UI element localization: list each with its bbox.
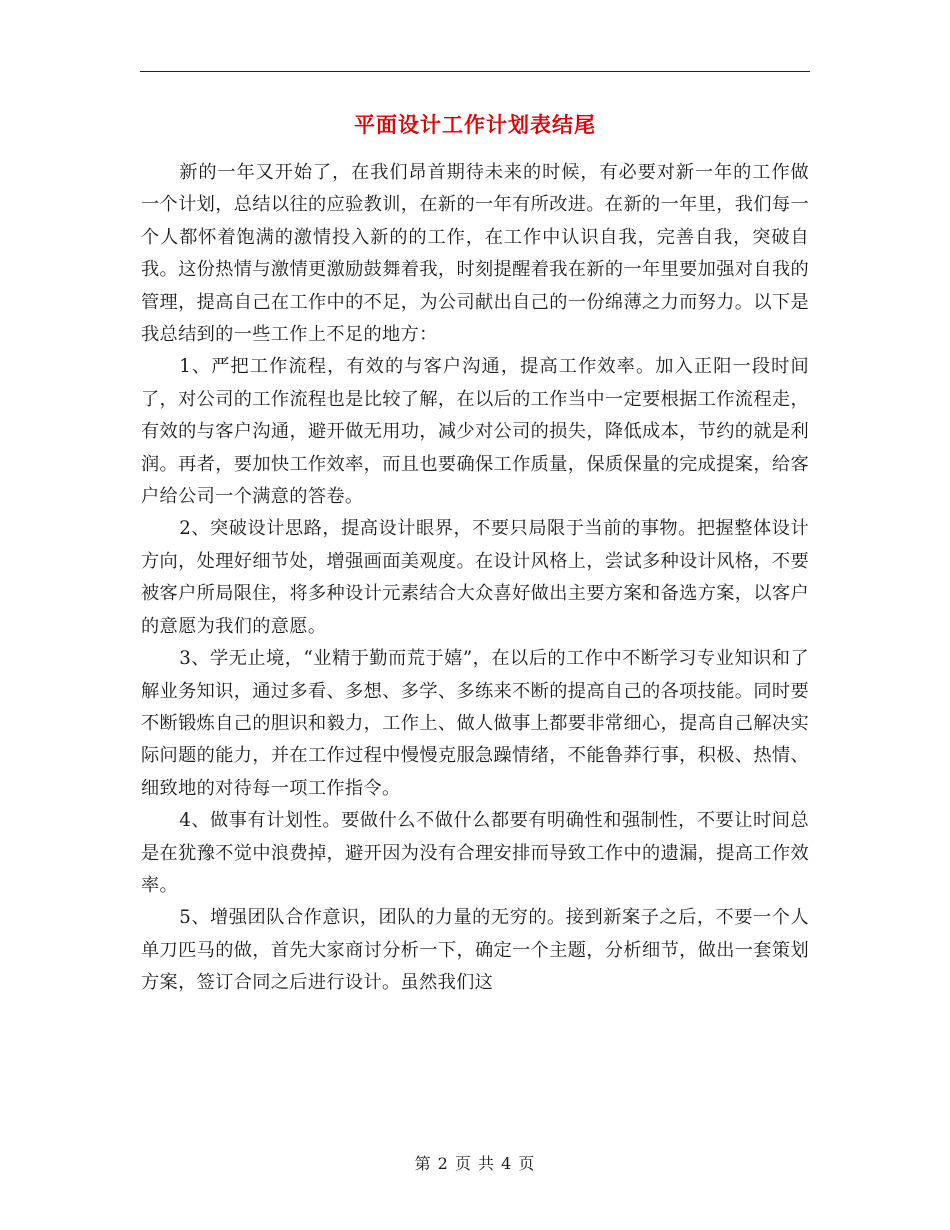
header-rule — [140, 71, 810, 72]
paragraph-item-4: 4、做事有计划性。要做什么不做什么都要有明确性和强制性，不要让时间总是在犹豫不觉中浪费掉，避开因为没有合理安排而导致工作中的遗漏，提高工作效率。 — [141, 810, 809, 896]
document-body — [141, 157, 809, 1000]
paragraph-item-5: 5、增强团队合作意识，团队的力量的无穷的。接到新案子之后，不要一个人单刀匹马的做，首先大家商讨分析一下，确定一个主题，分析细节，做出一套策划方案，签订合同之后进行设计。虽然我们这 — [141, 907, 809, 994]
paragraph-item-2: 2、突破设计思路，提高设计眼界，不要只局限于当前的事物。把握整体设计方向，处理好细节处，增强画面美观度。在设计风格上，尝试多种设计风格，不要被客户所局限住，将多种设计元素结合大众喜好做出主要方案和备选方案，以客户的意愿为我们的意愿。 — [141, 518, 809, 637]
paragraph-intro: 新的一年又开始了，在我们昂首期待未来的时候，有必要对新一年的工作做一个计划，总结以往的应验教训，在新的一年有所改进。在新的一年里，我们每一个人都怀着饱满的激情投入新的的工作，在工作中认识自我，完善自我，突破自我。这份热情与激情更激励鼓舞着我，时刻提醒着我在新的一年里要加强对自我的管理，提高自己在工作中的不足，为公司献出自己的一份绵薄之力而努力。以下是我总结到的一些工作上不足的地方： — [141, 162, 809, 346]
paragraph-item-1: 1、严把工作流程，有效的与客户沟通，提高工作效率。加入正阳一段时间了，对公司的工作流程也是比较了解，在以后的工作当中一定要根据工作流程走，有效的与客户沟通，避开做无用功，减少对公司的损失，降低成本，节约的就是利润。再者，要加快工作效率，而且也要确保工作质量，保质保量的完成提案，给客户给公司一个满意的答卷。 — [141, 356, 809, 508]
page-number-footer: 第 2 页 共 4 页 — [414, 1154, 536, 1173]
paragraph-item-3: 3、学无止境，“业精于勤而荒于嬉”，在以后的工作中不断学习专业知识和了解业务知识，通过多看、多想、多学、多练来不断的提高自己的各项技能。同时要不断锻炼自己的胆识和毅力，工作上、做人做事上都要非常细心，提高自己解决实际问题的能力，并在工作过程中慢慢克服急躁情绪，不能鲁莽行事，积极、热情、细致地的对待每一项工作指令。 — [141, 648, 809, 799]
document-title: 平面设计工作计划表结尾 — [354, 112, 596, 137]
